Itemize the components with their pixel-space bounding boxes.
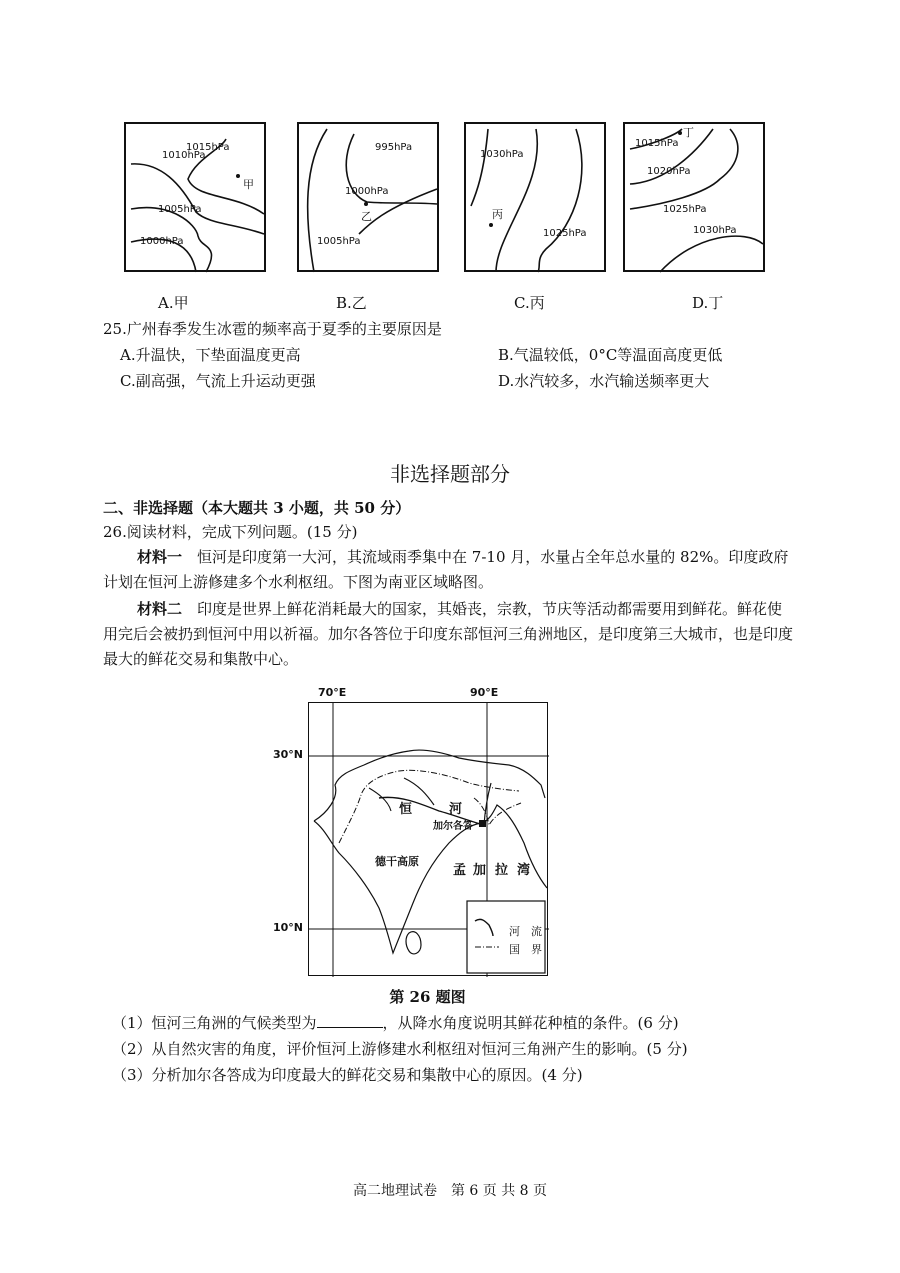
legend-border: 国 界 — [509, 943, 542, 956]
material-2-text: 印度是世界上鲜花消耗最大的国家，其婚丧，宗教，节庆等活动都需要用到鲜花。鲜花使用完后会被扔到恒河中用以祈福。加尔各答位于印度东部恒河三角洲地区，是印度第三大城市，也是印度最大的鲜花交易和集散中心。 — [103, 600, 794, 668]
lon-label-70e: 70°E — [318, 686, 347, 699]
point-label: 丙 — [492, 208, 503, 221]
lat-label-10n: 10°N — [273, 921, 304, 934]
q26-material-2 — [103, 597, 793, 672]
material-2-label: 材料二 — [137, 600, 183, 618]
q26-sub-3: （3）分析加尔各答成为印度最大的鲜花交易和集散中心的原因。(4 分) — [112, 1066, 583, 1084]
legend-river: 河 流 — [509, 925, 542, 938]
isobar-figure-b — [297, 122, 439, 272]
deccan-plateau-label: 德干高原 — [375, 855, 419, 868]
material-1-label: 材料一 — [137, 548, 183, 566]
point-label: 乙 — [361, 210, 372, 223]
q24-option-a[interactable]: A.甲 — [158, 294, 189, 312]
isobar-label: 1000hPa — [140, 236, 184, 247]
isobar-figure-c — [464, 122, 606, 272]
isobar-label: 1030hPa — [480, 149, 524, 160]
isobar-lines-c — [466, 124, 608, 274]
point-label: 甲 — [243, 178, 254, 191]
q26-material-1 — [103, 545, 793, 595]
isobar-figure-a — [124, 122, 266, 272]
section-header: 二、非选择题（本大题共 3 小题，共 50 分） — [103, 499, 411, 517]
material-1-text: 恒河是印度第一大河，其流域雨季集中在 7-10 月，水量占全年总水量的 82%。印度政府计划在恒河上游修建多个水利枢纽。下图为南亚区域略图。 — [103, 548, 789, 591]
q25-option-a[interactable]: A.升温快，下垫面温度更高 — [120, 346, 301, 364]
city-kolkata: 加尔各答 — [433, 821, 473, 832]
point-label: 丁 — [683, 126, 694, 139]
lat-label-30n: 30°N — [273, 748, 304, 761]
south-asia-map — [308, 702, 548, 976]
bay-char-3: 拉 — [495, 863, 509, 878]
q26-sub-2: （2）从自然灾害的角度，评价恒河上游修建水利枢纽对恒河三角洲产生的影响。(5 分) — [112, 1040, 688, 1058]
bay-char-4: 湾 — [517, 863, 531, 878]
isobar-label: 1025hPa — [663, 204, 707, 215]
q24-option-d[interactable]: D.丁 — [692, 294, 724, 312]
q26-prompt: 26.阅读材料，完成下列问题。(15 分) — [103, 523, 358, 541]
q26-sub-1 — [112, 1012, 679, 1033]
bay-char-1: 孟 — [453, 863, 467, 878]
river-label-he: 河 — [449, 802, 463, 817]
sub-1-before: （1）恒河三角洲的气候类型为 — [112, 1014, 317, 1032]
q25-option-c[interactable]: C.副高强，气流上升运动更强 — [120, 372, 316, 390]
isobar-label: 1000hPa — [345, 186, 389, 197]
q24-option-c[interactable]: C.丙 — [514, 294, 545, 312]
q25-option-b[interactable]: B.气温较低，0°C等温面高度更低 — [498, 346, 723, 364]
page-footer: 高二地理试卷 第 6 页 共 8 页 — [352, 1183, 548, 1199]
section-title: 非选择题部分 — [390, 462, 510, 486]
isobar-label: 1030hPa — [693, 225, 737, 236]
isobar-label: 1015hPa — [186, 142, 230, 153]
isobar-label: 1015hPa — [635, 138, 679, 149]
isobar-label: 1020hPa — [647, 166, 691, 177]
isobar-label: 1010hPa — [162, 150, 206, 161]
q25-question: 25.广州春季发生冰雹的频率高于夏季的主要原因是 — [103, 320, 442, 338]
map-caption: 第 26 题图 — [389, 988, 466, 1006]
isobar-label: 1005hPa — [158, 204, 202, 215]
q25-option-d[interactable]: D.水汽较多，水汽输送频率更大 — [498, 372, 710, 390]
isobar-label: 1025hPa — [543, 228, 587, 239]
q24-option-b[interactable]: B.乙 — [336, 294, 367, 312]
isobar-lines-b — [299, 124, 441, 274]
river-label-heng: 恒 — [399, 802, 413, 817]
isobar-figure-d — [623, 122, 765, 272]
isobar-label: 1005hPa — [317, 236, 361, 247]
bay-char-2: 加 — [473, 863, 487, 878]
sub-1-after: ，从降水角度说明其鲜花种植的条件。(6 分) — [382, 1014, 679, 1032]
isobar-label: 995hPa — [375, 142, 413, 153]
answer-blank[interactable] — [317, 1013, 383, 1028]
lon-label-90e: 90°E — [470, 686, 499, 699]
